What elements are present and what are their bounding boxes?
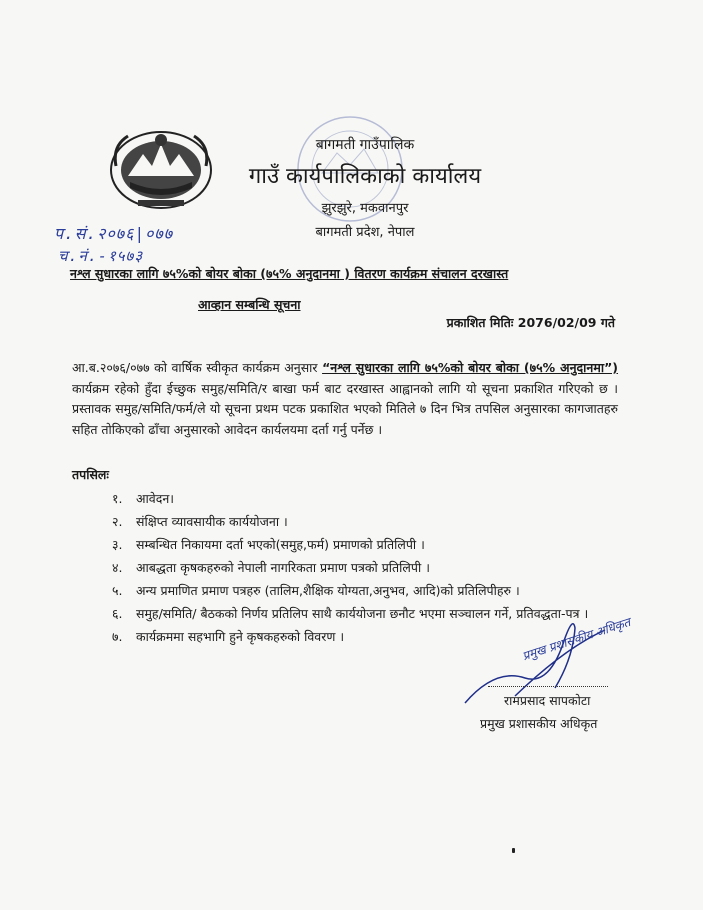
list-item bbox=[112, 512, 618, 533]
dispatch-number: च.नं.-१५७३ bbox=[58, 247, 144, 265]
official-stamp-text: प्रमुख प्रशासकीय अधिकृत bbox=[520, 615, 633, 664]
tapsil-label: तपसिलः bbox=[72, 467, 109, 482]
list-item-text: कार्यक्रममा सहभागि हुने कृषकहरुको विवरण । bbox=[136, 629, 345, 644]
list-item bbox=[112, 535, 618, 556]
list-item-text: आवेदन। bbox=[136, 491, 175, 506]
municipality-name: बागमती गाउँपालिक bbox=[315, 137, 415, 153]
list-item bbox=[112, 489, 618, 510]
list-item bbox=[112, 558, 618, 579]
list-item-number: १. bbox=[112, 491, 123, 506]
notice-subtitle: आव्हान सम्बन्धि सूचना bbox=[198, 297, 301, 312]
nepal-emblem-icon bbox=[108, 126, 214, 210]
list-item-number: ५. bbox=[112, 583, 123, 598]
published-date: प्रकाशित मितिः 2076/02/09 गते bbox=[446, 315, 615, 330]
list-item bbox=[112, 581, 618, 602]
list-item-number: २. bbox=[112, 514, 123, 529]
notice-title: नश्ल सुधारका लागि ७५%को बोयर बोका (७५% अनुदानमा ) वितरण कार्यक्रम संचालन दरखास्त bbox=[70, 266, 509, 281]
list-item-text: अन्य प्रमाणित प्रमाण पत्रहरु (तालिम,शैक्षिक योग्यता,अनुभव, आदि)को प्रतिलिपीहरु । bbox=[136, 583, 520, 598]
list-item-text: समुह/समिति/ बैठकको निर्णय प्रतिलिप साथै कार्ययोजना छनौट भएमा सञ्चालन गर्ने, प्रतिवद्धता-पत्र । bbox=[136, 606, 589, 621]
body-part-2: कार्यक्रम रहेको हुँदा ईच्छुक समुह/समिति/र बाखा फर्म बाट दरखास्त आह्वानको लागि यो सूचना प्रकाशित गरिएको छ । प्रस्तावक समुह/समिति/फर्म/ले यो सूचना प्रथम पटक प्रकाशित भएको मितिले ७ दिन भित्र तपसिल अनुसारका कागजातहरु सहित तोकिएको ढाँचा अनुसारको आवेदन कार्यलयमा दर्ता गर्नु पर्नेछ । bbox=[72, 380, 618, 437]
notice-body bbox=[72, 358, 618, 440]
list-item-number: ३. bbox=[112, 537, 123, 552]
paper-speck bbox=[512, 848, 515, 853]
list-item-number: ६. bbox=[112, 606, 123, 621]
reference-number: प.सं.२०७६|०७७ bbox=[54, 224, 174, 243]
office-name: गाउँ कार्यपालिकाको कार्यालय bbox=[248, 164, 482, 189]
office-province: बागमती प्रदेश, नेपाल bbox=[315, 225, 415, 240]
letterhead bbox=[200, 135, 530, 240]
program-name-highlight: “नश्ल सुधारका लागि ७५%को बोयर बोका (७५% अनुदानमा”) bbox=[322, 360, 618, 375]
list-item-number: ४. bbox=[112, 560, 123, 575]
list-item-text: संक्षिप्त व्यावसायीक कार्ययोजना । bbox=[136, 514, 288, 529]
body-part-1: आ.ब.२०७६/०७७ को वार्षिक स्वीकृत कार्यक्रम अनुसार bbox=[72, 360, 323, 375]
list-item-number: ७. bbox=[112, 629, 123, 644]
list-item-text: सम्बन्धित निकायमा दर्ता भएको(समुह,फर्म) प्रमाणको प्रतिलिपी । bbox=[136, 537, 425, 552]
office-address: झुरझुरे, मकवानपुर bbox=[321, 201, 409, 216]
signature-line bbox=[488, 686, 608, 687]
signatory-name: रामप्रसाद सापकोटा bbox=[504, 693, 591, 708]
list-item-text: आबद्धता कृषकहरुको नेपाली नागरिकता प्रमाण पत्रको प्रतिलिपी । bbox=[136, 560, 430, 575]
signatory-title: प्रमुख प्रशासकीय अधिकृत bbox=[480, 716, 598, 731]
